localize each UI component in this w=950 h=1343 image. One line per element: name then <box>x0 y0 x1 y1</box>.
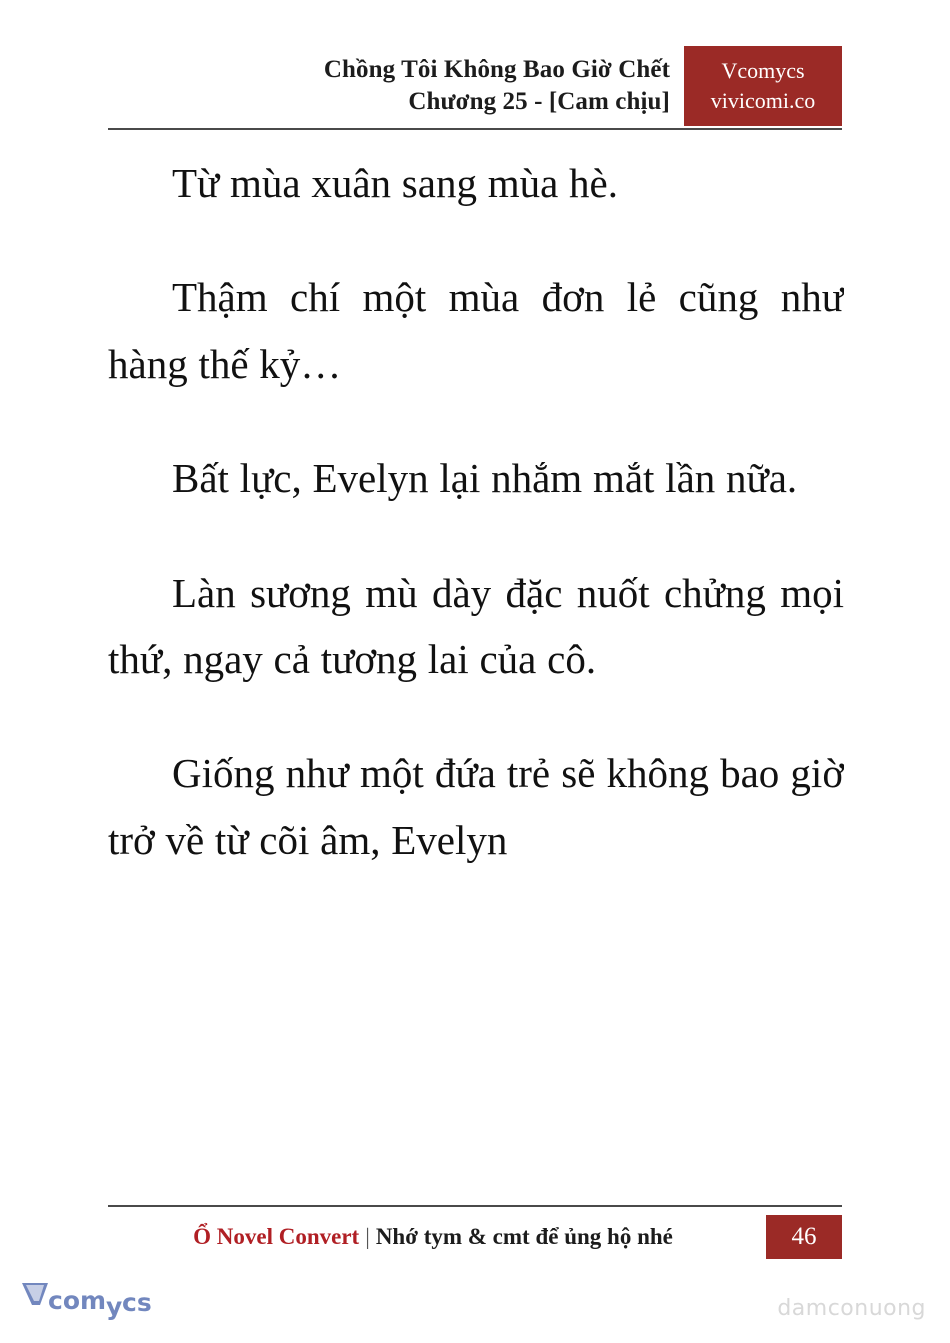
svg-text:y: y <box>106 1292 123 1321</box>
damconuong-watermark: damconuong <box>777 1296 926 1321</box>
footer-divider <box>108 1205 842 1207</box>
svg-text:com: com <box>48 1286 107 1315</box>
paragraph: Bất lực, Evelyn lại nhắm mắt lần nữa. <box>172 455 798 502</box>
header-title <box>108 46 684 126</box>
paragraph: Làn sương mù dày đặc nuốt chửng mọi thứ, ngay cả tương lai của cô. <box>108 569 844 683</box>
book-title: Chồng Tôi Không Bao Giờ Chết <box>323 56 670 83</box>
page-footer <box>108 1215 842 1259</box>
brand-site: vivicomi.co <box>710 88 816 113</box>
vcomycs-watermark-logo <box>18 1275 188 1331</box>
page-content <box>108 150 844 1192</box>
footer-note: Nhớ tym & cmt để ủng hộ nhé <box>375 1224 673 1249</box>
footer-brand: Ổ Novel Convert <box>193 1224 360 1249</box>
header-inner <box>108 46 842 126</box>
footer-separator: | <box>365 1224 370 1249</box>
paragraph: Từ mùa xuân sang mùa hè. <box>172 160 618 206</box>
svg-text:cs: cs <box>122 1288 152 1317</box>
header-divider <box>108 128 842 130</box>
paragraph: Giống như một đứa trẻ sẽ không bao giờ trở về từ cõi âm, Evelyn <box>108 750 844 863</box>
paragraph: Thậm chí một mùa đơn lẻ cũng như hàng thế kỷ… <box>108 274 844 387</box>
page-header <box>108 46 842 126</box>
chapter-title: Chương 25 - [Cam chịu] <box>408 88 670 115</box>
page-number-badge: 46 <box>766 1215 842 1259</box>
footer-credit <box>108 1215 766 1259</box>
brand-name: Vcomycs <box>721 58 805 84</box>
header-brand-badge <box>684 46 842 126</box>
